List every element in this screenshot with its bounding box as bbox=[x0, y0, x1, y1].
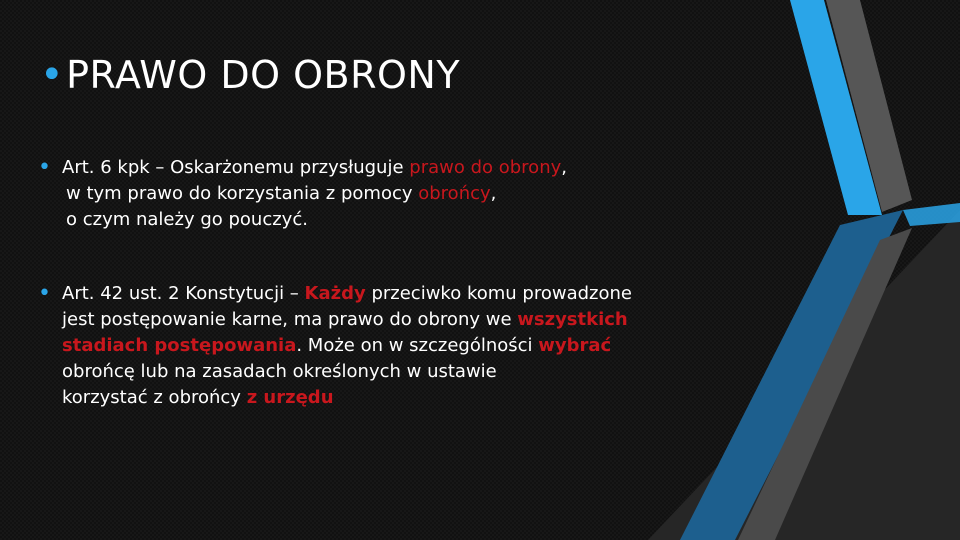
item-line bbox=[66, 181, 567, 207]
text-run: obrońcę lub na zasadach określonych w ustawie bbox=[62, 361, 497, 382]
highlight-run: stadiach postępowania bbox=[62, 335, 297, 356]
highlight-run: prawo do obrony bbox=[409, 157, 562, 178]
item-line bbox=[62, 385, 632, 411]
item-line bbox=[62, 281, 632, 307]
bullet-icon: • bbox=[38, 281, 51, 306]
text-run: , bbox=[561, 157, 567, 178]
text-run: przeciwko komu prowadzone bbox=[365, 283, 632, 304]
item-line bbox=[62, 359, 632, 385]
highlight-run: z urzędu bbox=[246, 387, 334, 408]
slide-title bbox=[40, 52, 460, 98]
highlight-run: wszystkich bbox=[517, 309, 628, 330]
text-run: w tym prawo do korzystania z pomocy bbox=[66, 183, 419, 204]
title-bullet-icon: • bbox=[40, 52, 65, 98]
text-run: o czym należy go pouczyć. bbox=[66, 209, 308, 230]
highlight-run: wybrać bbox=[538, 335, 612, 356]
text-run: , bbox=[490, 183, 497, 204]
light-blue-edge bbox=[903, 203, 960, 226]
slide-title-text: PRAWO DO OBRONY bbox=[66, 53, 461, 97]
item-line bbox=[62, 333, 632, 359]
item-line bbox=[66, 207, 567, 233]
text-run: Art. 42 ust. 2 Konstytucji – bbox=[62, 283, 305, 304]
text-run: . Może on w szczególności bbox=[296, 335, 539, 356]
highlight-run: obrońcy bbox=[418, 183, 491, 204]
bullet-item-1 bbox=[38, 155, 567, 233]
text-run: Art. 6 kpk – Oskarżonemu przysługuje bbox=[62, 157, 410, 178]
item-line bbox=[62, 307, 632, 333]
item-line bbox=[62, 155, 567, 181]
bullet-icon: • bbox=[38, 155, 51, 180]
bullet-item-2 bbox=[38, 281, 632, 411]
text-run: jest postępowanie karne, ma prawo do obrony we bbox=[62, 309, 518, 330]
highlight-run: Każdy bbox=[304, 283, 366, 304]
text-run: korzystać z obrońcy bbox=[62, 387, 247, 408]
